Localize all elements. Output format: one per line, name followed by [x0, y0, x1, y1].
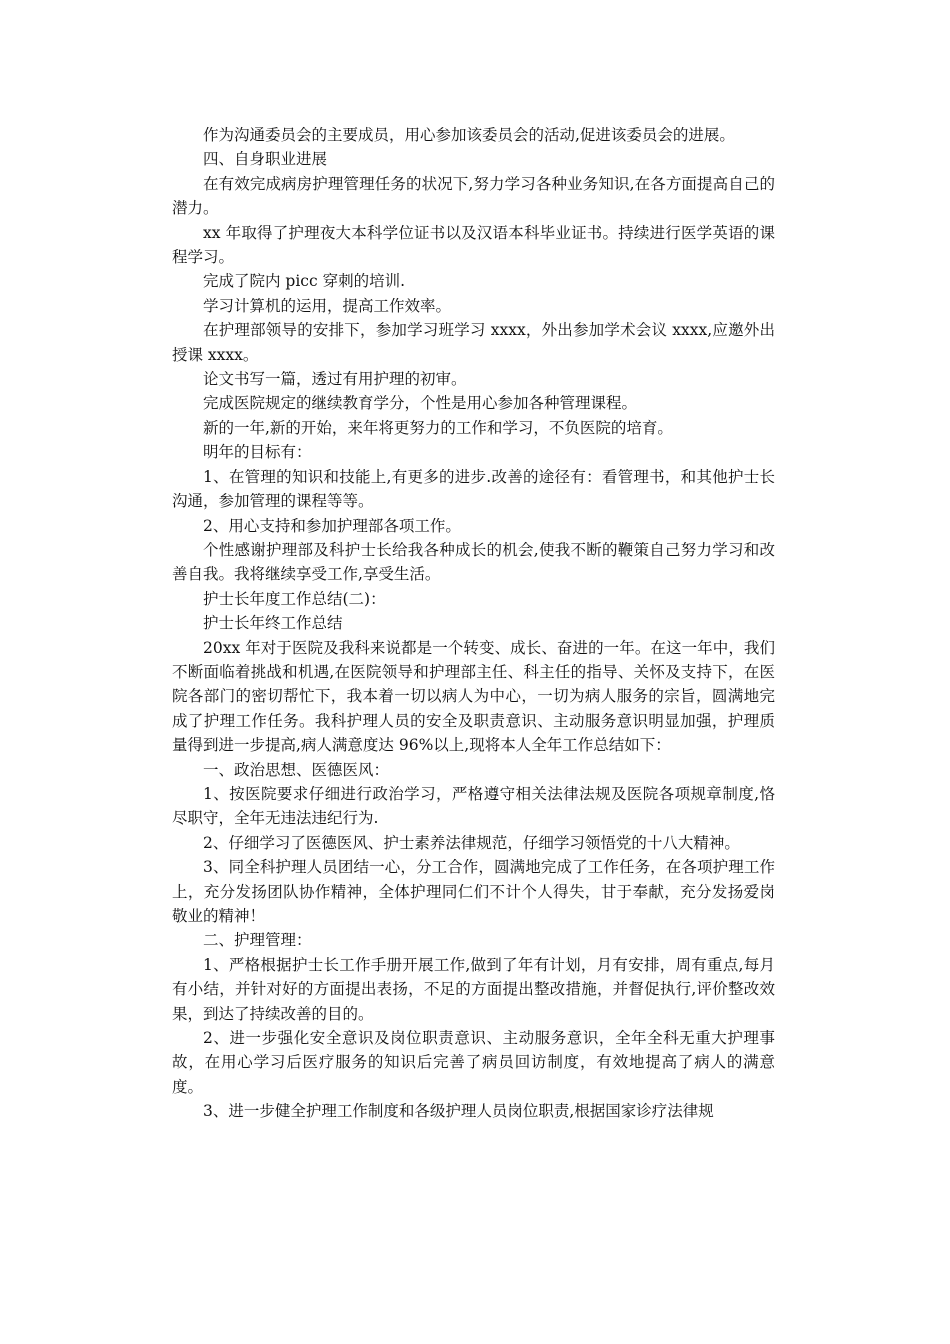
list-item: 3、同全科护理人员团结一心，分工合作，圆满地完成了工作任务，在各项护理工作上，充分发扬团队协作精神，全体护理同仁们不计个人得失，甘于奉献，充分发扬爱岗敬业的精神！ [172, 858, 775, 925]
paragraph: xx 年取得了护理夜大本科学位证书以及汉语本科毕业证书。持续进行医学英语的课程学习。 [172, 223, 775, 267]
list-item: 2、进一步强化安全意识及岗位职责意识、主动服务意识，全年全科无重大护理事故，在用心学习后医疗服务的知识后完善了病员回访制度，有效地提高了病人的满意度。 [172, 1029, 775, 1096]
paragraph: 完成医院规定的继续教育学分，个性是用心参加各种管理课程。 [203, 394, 638, 413]
paragraph: 新的一年,新的开始，来年将更努力的工作和学习，不负医院的培育。 [203, 418, 673, 437]
paragraph: 明年的目标有： [203, 443, 312, 462]
section-heading: 二、护理管理： [203, 931, 312, 950]
paragraph: 学习计算机的运用，提高工作效率。 [203, 296, 452, 315]
list-item: 3、进一步健全护理工作制度和各级护理人员岗位职责,根据国家诊疗法律规 [203, 1102, 714, 1121]
list-item: 2、仔细学习了医德医风、护士素养法律规范，仔细学习领悟党的十八大精神。 [203, 833, 740, 852]
section-heading: 护士长年度工作总结(二)： [203, 589, 386, 608]
section-heading: 护士长年终工作总结 [203, 614, 343, 633]
paragraph: 完成了院内 picc 穿刺的培训. [203, 272, 406, 291]
paragraph: 作为沟通委员会的主要成员，用心参加该委员会的活动,促进该委员会的进展。 [203, 126, 735, 144]
list-item: 1、按医院要求仔细进行政治学习，严格遵守相关法律法规及医院各项规章制度,恪尽职守，全年无违法违纪行为. [172, 784, 775, 828]
paragraph: 论文书写一篇，透过有用护理的初审。 [203, 370, 467, 389]
paragraph: 在有效完成病房护理管理任务的状况下,努力学习各种业务知识,在各方面提高自己的潜力。 [172, 174, 775, 218]
section-heading: 四、自身职业进展 [203, 150, 328, 169]
paragraph: 20xx 年对于医院及我科来说都是一个转变、成长、奋进的一年。在这一年中，我们不断面临着挑战和机遇,在医院领导和护理部主任、科主任的指导、关怀及支持下，在医院各部门的密切帮忙下，我本着一切以病人为中心，一切为病人服务的宗旨，圆满地完成了护理工作任务。我科护理人员的安全及职责意识、主动服务意识明显加强，护理质量得到进一步提高,病人满意度达 96%以上,现将本人全年工作总结如下： [172, 638, 775, 755]
section-heading: 一、政治思想、医德医风： [203, 760, 390, 779]
list-item: 1、严格根据护士长工作手册开展工作,做到了年有计划，月有安排，周有重点,每月有小结，并针对好的方面提出表扬，不足的方面提出整改措施，并督促执行,评价整改效果，到达了持续改善的目的。 [172, 955, 775, 1023]
list-item: 2、用心支持和参加护理部各项工作。 [203, 516, 461, 535]
paragraph: 在护理部领导的安排下，参加学习班学习 xxxx，外出参加学术会议 xxxx,应邀外出授课 xxxx。 [172, 321, 775, 364]
paragraph: 个性感谢护理部及科护士长给我各种成长的机会,使我不断的鞭策自己努力学习和改善自我。我将继续享受工作,享受生活。 [172, 540, 775, 584]
list-item: 1、在管理的知识和技能上,有更多的进步.改善的途径有：看管理书，和其他护士长沟通，参加管理的课程等等。 [172, 467, 775, 511]
document-page [172, 123, 775, 1124]
